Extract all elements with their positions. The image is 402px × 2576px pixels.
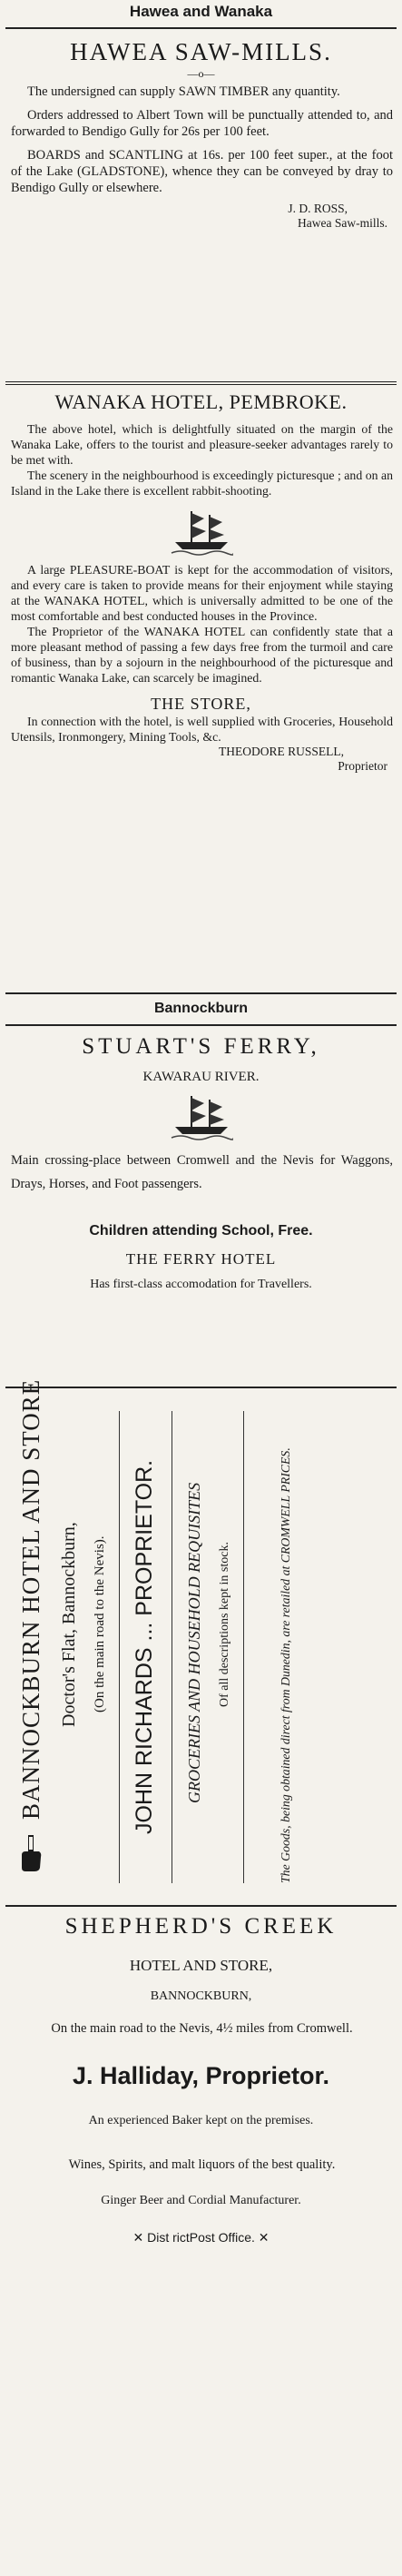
shepherds-title: SHEPHERD'S CREEK [64, 1914, 338, 1939]
section-heading-bannockburn: Bannockburn [153, 1001, 249, 1016]
wanaka-para-4: The Proprietor of the WANAKA HOTEL can confidently state that a more pleasant method of passing a few days free from the turmoil and care of business, than by a sojourn in the neighbourhood of the picturesque and romantic Wanaka Lake, can scarcely be imagined. [11, 625, 393, 685]
wanaka-signature-title: Proprietor [338, 759, 387, 773]
wanaka-hotel-advert [0, 389, 402, 774]
bannockburn-stock-note: Of all descriptions kept in stock. [218, 1542, 231, 1707]
hawea-para-1: The undersigned can supply SAWN TIMBER any quantity. [27, 84, 340, 99]
shepherds-post-office: ✕ Dist rictPost Office. ✕ [132, 2230, 270, 2245]
bannockburn-road-note: (On the main road to the Nevis). [93, 1535, 107, 1713]
bannockburn-location: Doctor's Flat, Bannockburn, [59, 1522, 79, 1727]
school-note: Children attending School, Free. [89, 1223, 313, 1239]
ferry-hotel-note: Has first-class accomodation for Travellers. [90, 1278, 312, 1291]
wanaka-para-2: The scenery in the neighbourhood is exceedingly picturesque ; and on an Island in the Lake there is excellent rabbit-shooting. [11, 469, 393, 498]
shepherds-baker: An experienced Baker kept on the premises. [88, 2114, 314, 2127]
shepherds-location: On the main road to the Nevis, 4½ miles from Cromwell. [51, 2021, 353, 2036]
hawea-signature-title: Hawea Saw-mills. [298, 216, 387, 230]
ship-icon [170, 506, 233, 557]
divider [5, 27, 397, 29]
bannockburn-prices-note: The Goods, being obtained direct from Dunedin, are retailed at CROMWELL PRICES. [279, 1447, 292, 1883]
bannockburn-prices-note-wrap [274, 1406, 383, 1883]
column-divider [243, 1411, 244, 1883]
shepherds-proprietor: J. Halliday, Proprietor. [72, 2062, 330, 2089]
stuarts-title: STUART'S FERRY, [82, 1034, 320, 1059]
bannockburn-hotel-title: BANNOCKBURN HOTEL AND STORE [17, 1378, 44, 1820]
shepherds-creek-advert [0, 1911, 402, 2245]
bannockburn-proprietor: JOHN RICHARDS ... PROPRIETOR. [132, 1459, 157, 1835]
store-title: THE STORE, [151, 695, 251, 713]
wanaka-para-1: The above hotel, which is delightfully situated on the margin of the Wanaka Lake, offers to the tourist and pleasure-seeker advantages rarely to be met with. [11, 422, 393, 467]
pointing-hand-icon [18, 1833, 44, 1873]
section-heading-hawea-wanaka: Hawea and Wanaka [129, 3, 273, 20]
wanaka-title: WANAKA HOTEL, PEMBROKE. [54, 390, 348, 413]
shepherds-place: BANNOCKBURN, [150, 1989, 252, 2003]
ferry-hotel-title: THE FERRY HOTEL [125, 1250, 277, 1268]
stuarts-ferry-advert [0, 1031, 402, 1292]
bannockburn-groceries: GROCERIES AND HOUSEHOLD REQUISITES [185, 1482, 203, 1803]
hawea-ornament: —o— [187, 67, 215, 80]
store-text: In connection with the hotel, is well supplied with Groceries, Household Utensils, Ironmongery, Mining Tools, &c. [11, 715, 393, 744]
shepherds-subtitle: HOTEL AND STORE, [129, 1957, 273, 1974]
wanaka-signature-name: THEODORE RUSSELL, [219, 745, 344, 758]
hawea-para-3: BOARDS and SCANTLING at 16s. per 100 feet super., at the foot of the Lake (GLADSTONE), whence they can be conveyed by dray to Bendigo Gully or elsewhere. [11, 148, 393, 195]
divider [5, 1387, 397, 1388]
shepherds-wines: Wines, Spirits, and malt liquors of the best quality. [68, 2157, 336, 2172]
ship-icon [170, 1091, 233, 1141]
column-divider [119, 1411, 120, 1883]
hawea-title: HAWEA SAW-MILLS. [70, 38, 332, 65]
divider [5, 381, 397, 385]
stuarts-subtitle: KAWARAU RIVER. [142, 1070, 260, 1084]
divider [5, 1024, 397, 1026]
shepherds-ginger: Ginger Beer and Cordial Manufacturer. [101, 2194, 301, 2207]
stuarts-paragraph: Main crossing-place between Cromwell and the Nevis for Waggons, Drays, Horses, and Foot passengers. [11, 1153, 393, 1191]
hawea-sawmills-advert [0, 36, 402, 231]
divider [5, 992, 397, 994]
divider [5, 1905, 397, 1907]
hawea-signature-name: J. D. ROSS, [288, 202, 348, 215]
wanaka-para-3: A large PLEASURE-BOAT is kept for the accommodation of visitors, and every care is taken to provide means for their enjoyment while staying at the WANAKA HOTEL, which is universally admitted to be one of the most comfortable and best conducted houses in the Province. [11, 563, 393, 623]
bannockburn-hotel-advert [0, 1378, 402, 1897]
hawea-para-2: Orders addressed to Albert Town will be punctually attended to, and forwarded to Bendigo Gully for 26s per 100 feet. [11, 108, 393, 139]
